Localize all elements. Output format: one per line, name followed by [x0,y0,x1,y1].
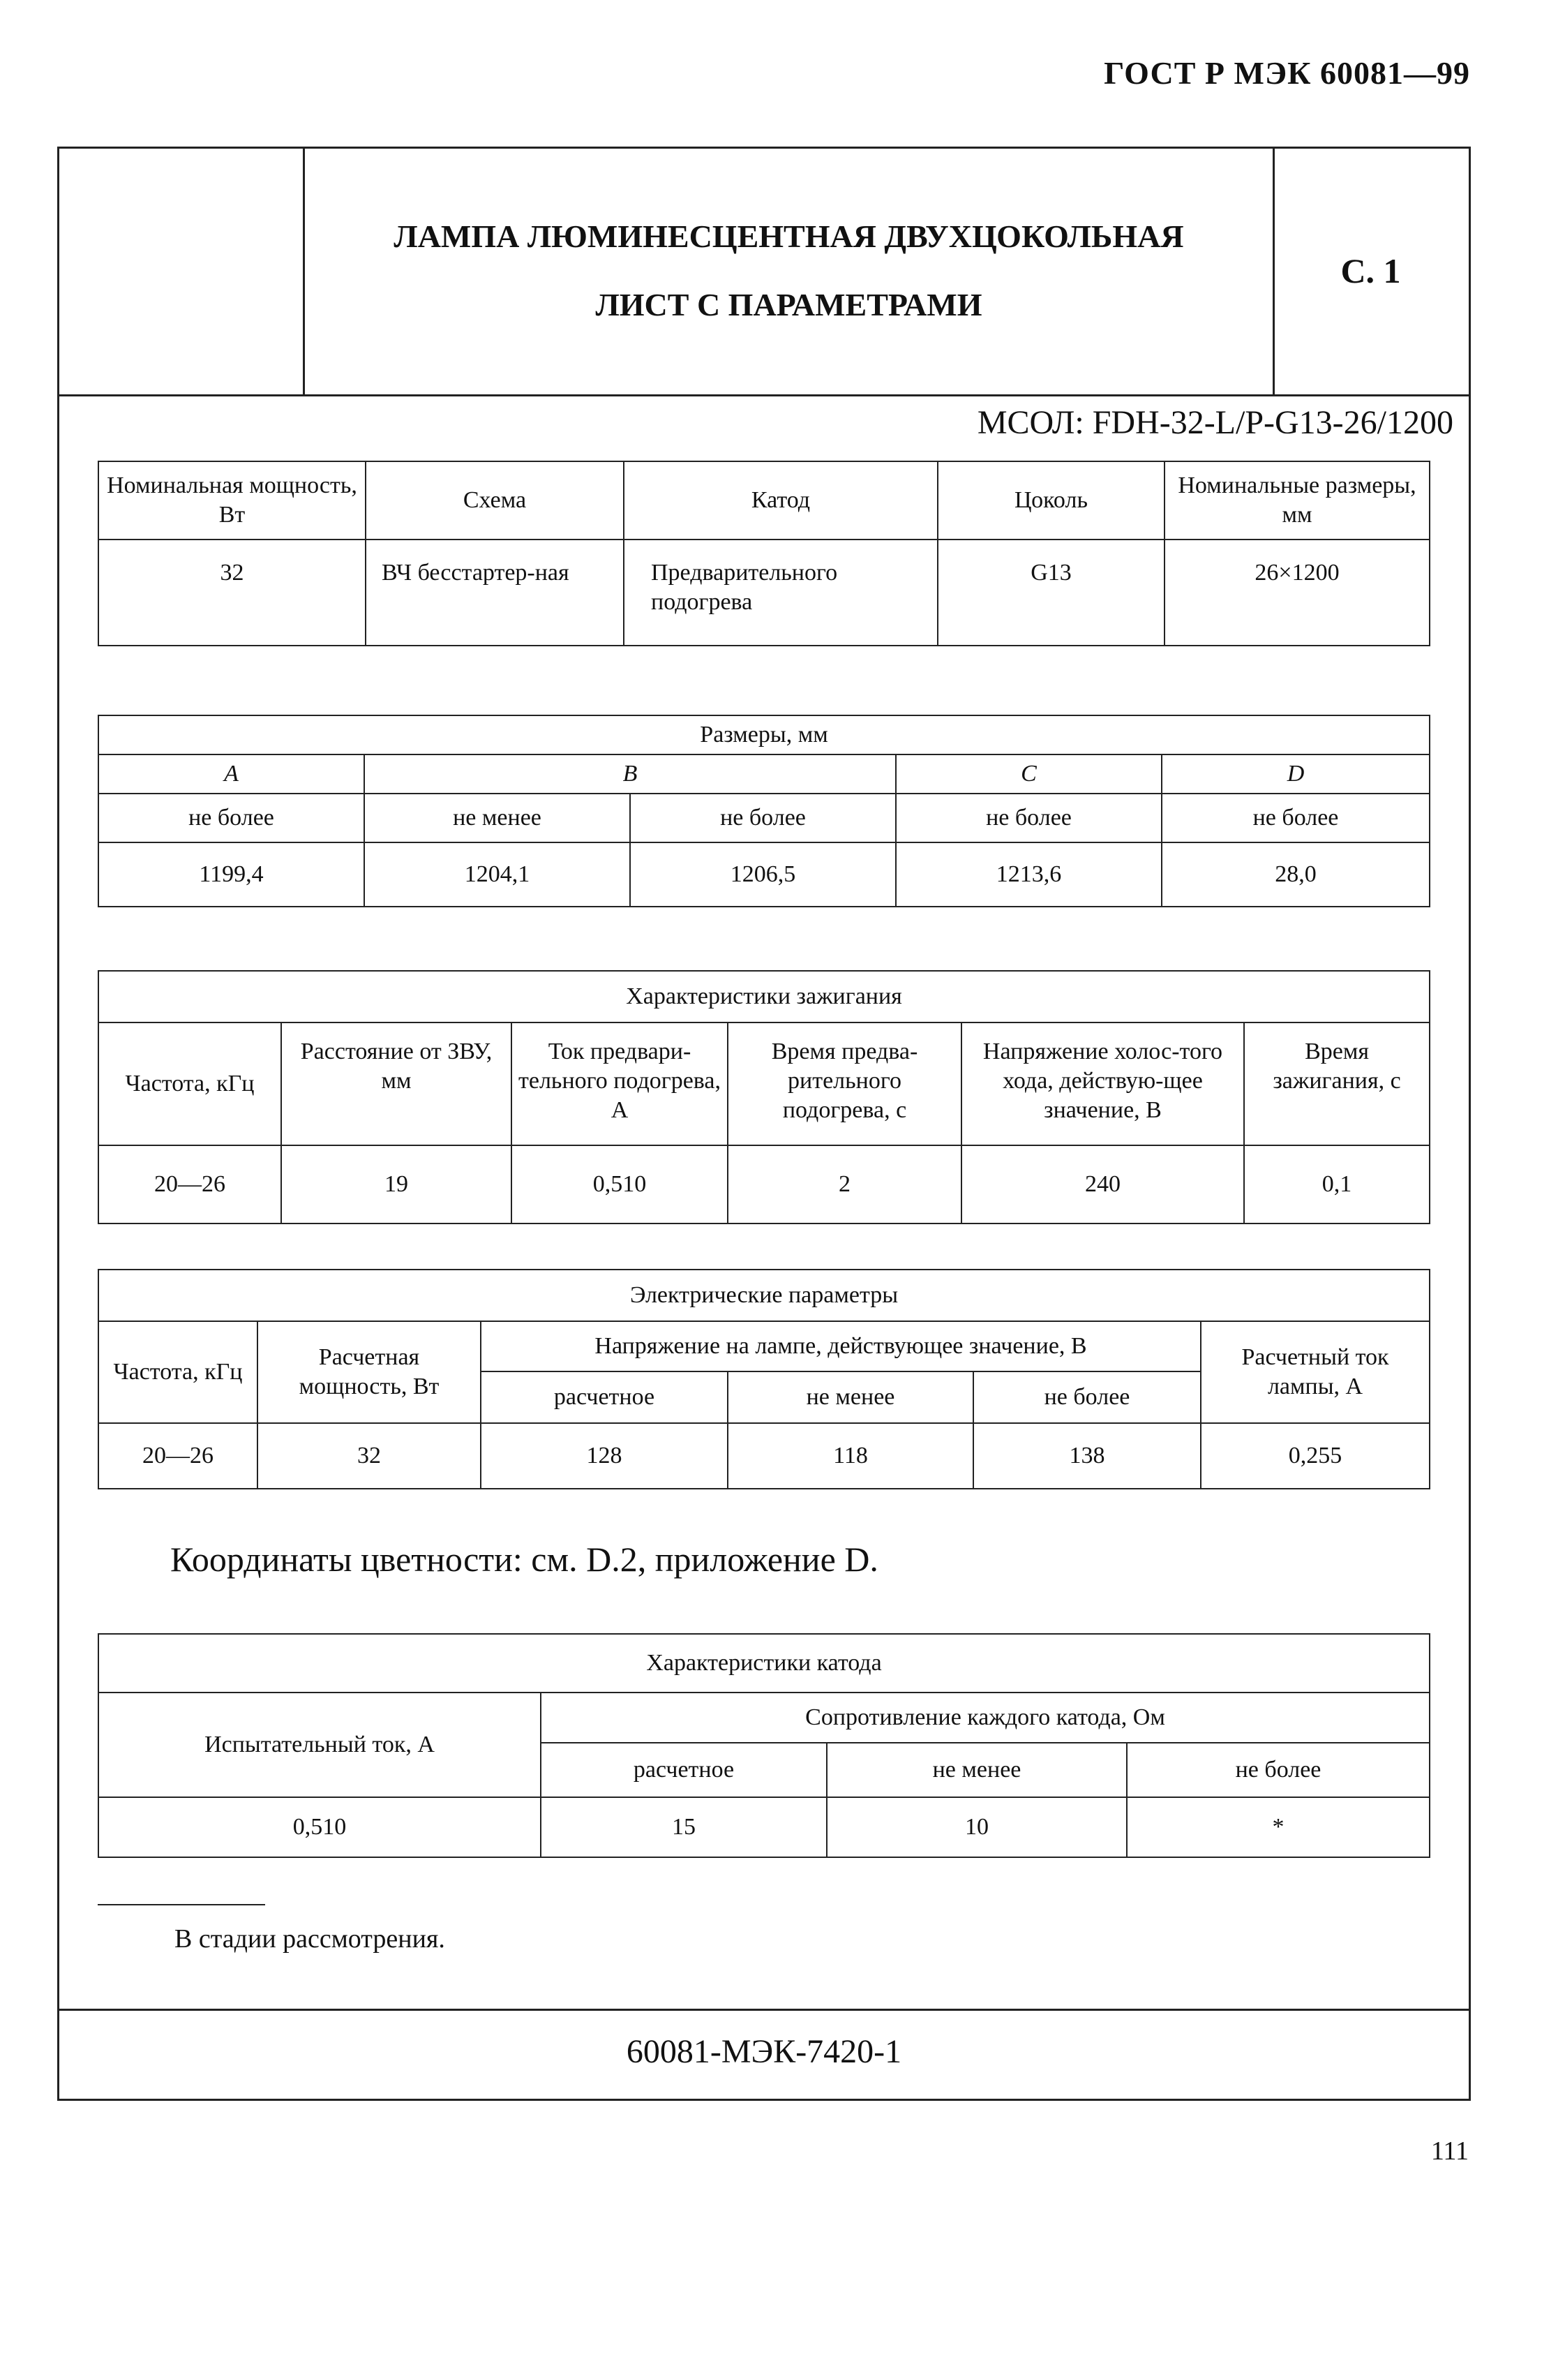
el-sub-min: не менее [728,1371,973,1423]
dim-letter-c: C [896,754,1162,794]
el-header-voltage: Напряжение на лампе, действующее значение, В [481,1321,1201,1371]
el-value-power: 32 [257,1423,481,1489]
page-number: 111 [1430,2136,1469,2166]
footnote-rule [98,1904,265,1905]
ign-header-ignition-time: Время зажигания, с [1244,1022,1430,1145]
el-sub-max: не более [973,1371,1201,1423]
dim-letter-b: B [364,754,896,794]
header-title-cell [305,147,1275,394]
cat-sub-min: не менее [827,1743,1127,1797]
ign-value-ignition-time: 0,1 [1244,1145,1430,1224]
electrical-title: Электрические параметры [98,1270,1430,1321]
cat-sub-max: не более [1127,1743,1430,1797]
header-power: Номинальная мощность, Вт [98,461,366,540]
dim-limit-a: не более [98,794,364,842]
ign-value-preheat-current: 0,510 [511,1145,728,1224]
dim-value-a: 1199,4 [98,842,364,907]
el-header-freq: Частота, кГц [98,1321,257,1423]
lamp-code: МСОЛ: FDH-32-L/P-G13-26/1200 [977,404,1453,441]
title-line-2: ЛИСТ С ПАРАМЕТРАМИ [595,286,982,322]
dim-limit-b-min: не менее [364,794,630,842]
ign-header-distance: Расстояние от ЗВУ, мм [281,1022,511,1145]
value-cathode: Предварительного подогрева [624,540,938,646]
cat-header-resistance: Сопротивление каждого катода, Ом [541,1693,1430,1743]
standard-number: ГОСТ Р МЭК 60081—99 [1104,55,1470,91]
title-line-1: ЛАМПА ЛЮМИНЕСЦЕНТНАЯ ДВУХЦОКОЛЬНАЯ [394,218,1184,254]
dim-value-d: 28,0 [1162,842,1430,907]
el-value-freq: 20—26 [98,1423,257,1489]
main-parameters-table [98,461,1430,646]
el-value-max: 138 [973,1423,1201,1489]
cat-value-min: 10 [827,1797,1127,1857]
cathode-table [98,1633,1430,1858]
header-cathode: Катод [624,461,938,540]
ign-value-freq: 20—26 [98,1145,281,1224]
cat-value-max: * [1127,1797,1430,1857]
value-scheme: ВЧ бесстартер-ная [366,540,624,646]
chromaticity-note: Координаты цветности: см. D.2, приложение D. [170,1540,878,1579]
value-dimensions: 26×1200 [1165,540,1430,646]
footnote-text: В стадии рассмотрения. [174,1924,445,1954]
dim-limit-d: не более [1162,794,1430,842]
ign-header-preheat-current: Ток предвари-тельного подогрева, А [511,1022,728,1145]
el-value-rated: 128 [481,1423,728,1489]
value-base: G13 [938,540,1165,646]
header-blank-cell [57,147,305,394]
dim-value-c: 1213,6 [896,842,1162,907]
header-dimensions: Номинальные размеры, мм [1165,461,1430,540]
header-scheme: Схема [366,461,624,540]
dim-value-b-max: 1206,5 [630,842,896,907]
ign-header-open-voltage: Напряжение холос-того хода, действую-щее значение, В [961,1022,1244,1145]
cathode-title: Характеристики катода [98,1634,1430,1693]
ignition-table [98,970,1430,1224]
el-header-current: Расчетный ток лампы, А [1201,1321,1430,1423]
el-value-min: 118 [728,1423,973,1489]
dim-letter-d: D [1162,754,1430,794]
ign-header-preheat-time: Время предва-рительного подогрева, с [728,1022,961,1145]
el-header-power: Расчетная мощность, Вт [257,1321,481,1423]
el-value-current: 0,255 [1201,1423,1430,1489]
ign-header-freq: Частота, кГц [98,1022,281,1145]
electrical-table [98,1269,1430,1489]
sheet-code: 60081-МЭК-7420-1 [626,2033,902,2070]
ign-value-distance: 19 [281,1145,511,1224]
dim-limit-b-max: не более [630,794,896,842]
dim-limit-c: не более [896,794,1162,842]
ignition-title: Характеристики зажигания [98,971,1430,1022]
sheet-header [57,147,1471,396]
footer-divider [57,2009,1471,2011]
cat-header-test-current: Испытательный ток, А [98,1693,541,1797]
header-base: Цоколь [938,461,1165,540]
cat-value-rated: 15 [541,1797,827,1857]
dimensions-table [98,715,1430,907]
ign-value-preheat-time: 2 [728,1145,961,1224]
dimensions-title: Размеры, мм [98,715,1430,754]
cat-sub-rated: расчетное [541,1743,827,1797]
dim-value-b-min: 1204,1 [364,842,630,907]
value-power: 32 [98,540,366,646]
el-sub-rated: расчетное [481,1371,728,1423]
ign-value-open-voltage: 240 [961,1145,1244,1224]
cat-value-test-current: 0,510 [98,1797,541,1857]
sheet-number: С. 1 [1340,251,1401,290]
dim-letter-a: A [98,754,364,794]
